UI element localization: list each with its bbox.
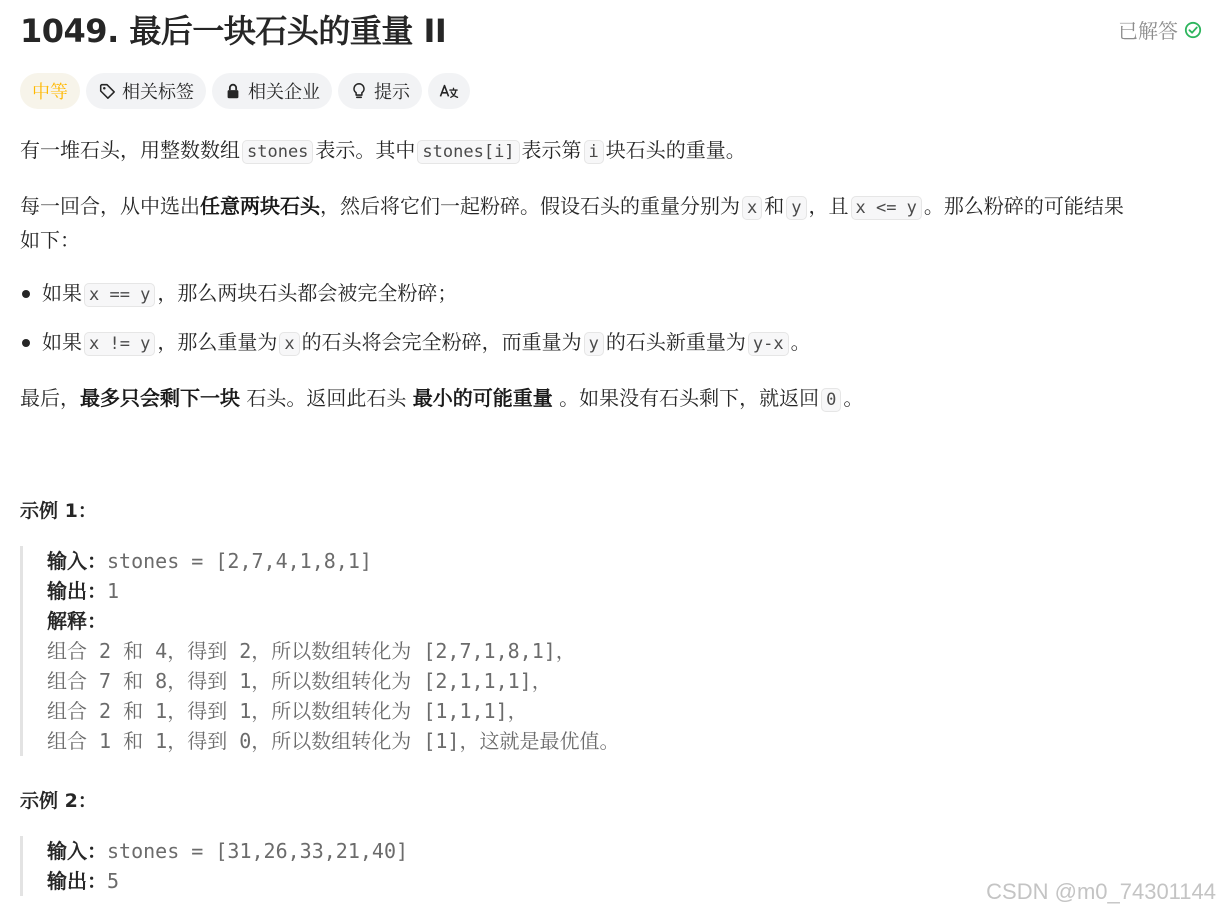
example-1-explain-label: 解释： [47,609,107,633]
inline-code: i [584,140,604,164]
inline-code: x [742,196,762,220]
tag-icon [98,82,116,100]
solved-label: 已解答 [1118,19,1178,43]
example-1-input: 输入：stones = [2,7,4,1,8,1] [47,549,372,573]
example-1-explain-line: 组合 2 和 1，得到 1，所以数组转化为 [1,1,1]， [47,699,528,723]
inline-code: x [279,332,299,356]
example-2-block [20,836,408,896]
example-1-explain-line: 组合 7 和 8，得到 1，所以数组转化为 [2,1,1,1]， [47,669,552,693]
example-1-explain-line: 组合 1 和 1，得到 0，所以数组转化为 [1]，这就是最优值。 [47,729,620,753]
example-2-output: 输出：5 [47,869,120,893]
difficulty-label: 中等 [32,82,68,103]
watermark: CSDN @m0_74301144 [986,879,1216,904]
lightbulb-icon [350,82,368,100]
description-paragraph-3: 最后，最多只会剩下一块 石头。返回此石头 最小的可能重量 。如果没有石头剩下，就返回 0 。 [20,386,864,410]
inline-code: x != y [84,332,155,356]
example-1-block [20,546,619,756]
inline-code: y [584,332,604,356]
difficulty-badge[interactable] [20,73,80,109]
inline-code: x == y [84,283,155,307]
inline-code: x <= y [851,196,922,220]
related-tags-label: 相关标签 [122,82,194,103]
bullet-item-1: 如果 x == y ，那么两块石头都会被完全粉碎； [42,281,458,305]
bullet-dot [22,339,30,347]
example-1-output: 输出：1 [47,579,120,603]
check-circle-icon [1184,21,1202,39]
inline-code: y [786,196,806,220]
hint-button[interactable] [338,73,422,109]
example-1-explain-line: 组合 2 和 4，得到 2，所以数组转化为 [2,7,1,8,1]， [47,639,576,663]
inline-code: y-x [748,332,789,356]
example-2-heading: 示例 2： [20,790,97,812]
bullet-dot [22,290,30,298]
title-row [20,6,1202,54]
inline-code: stones[i] [417,140,519,164]
inline-code: 0 [821,388,841,412]
related-companies-button[interactable] [212,73,332,109]
tag-bar [20,73,470,109]
related-companies-label: 相关企业 [248,82,320,103]
related-tags-button[interactable] [86,73,206,109]
translate-icon [438,82,460,100]
inline-code: stones [242,140,313,164]
description-paragraph-2: 每一回合，从中选出任意两块石头，然后将它们一起粉碎。假设石头的重量分别为 x 和 y ，且 x <= y 。那么粉碎的可能结果 如下： [20,194,1124,252]
solved-status[interactable] [1118,15,1202,44]
bullet-item-2: 如果 x != y ，那么重量为 x 的石头将会完全粉碎，而重量为 y 的石头新重量为 y-x 。 [42,330,811,354]
description-paragraph-1: 有一堆石头，用整数数组 stones 表示。其中 stones[i] 表示第 i 块石头的重量。 [20,138,746,162]
hint-label: 提示 [374,82,410,103]
example-1-heading: 示例 1： [20,500,97,522]
example-2-input: 输入：stones = [31,26,33,21,40] [47,839,409,863]
lock-icon [224,82,242,100]
translate-button[interactable] [428,73,470,109]
problem-title: 1049. 最后一块石头的重量 II [20,12,447,50]
